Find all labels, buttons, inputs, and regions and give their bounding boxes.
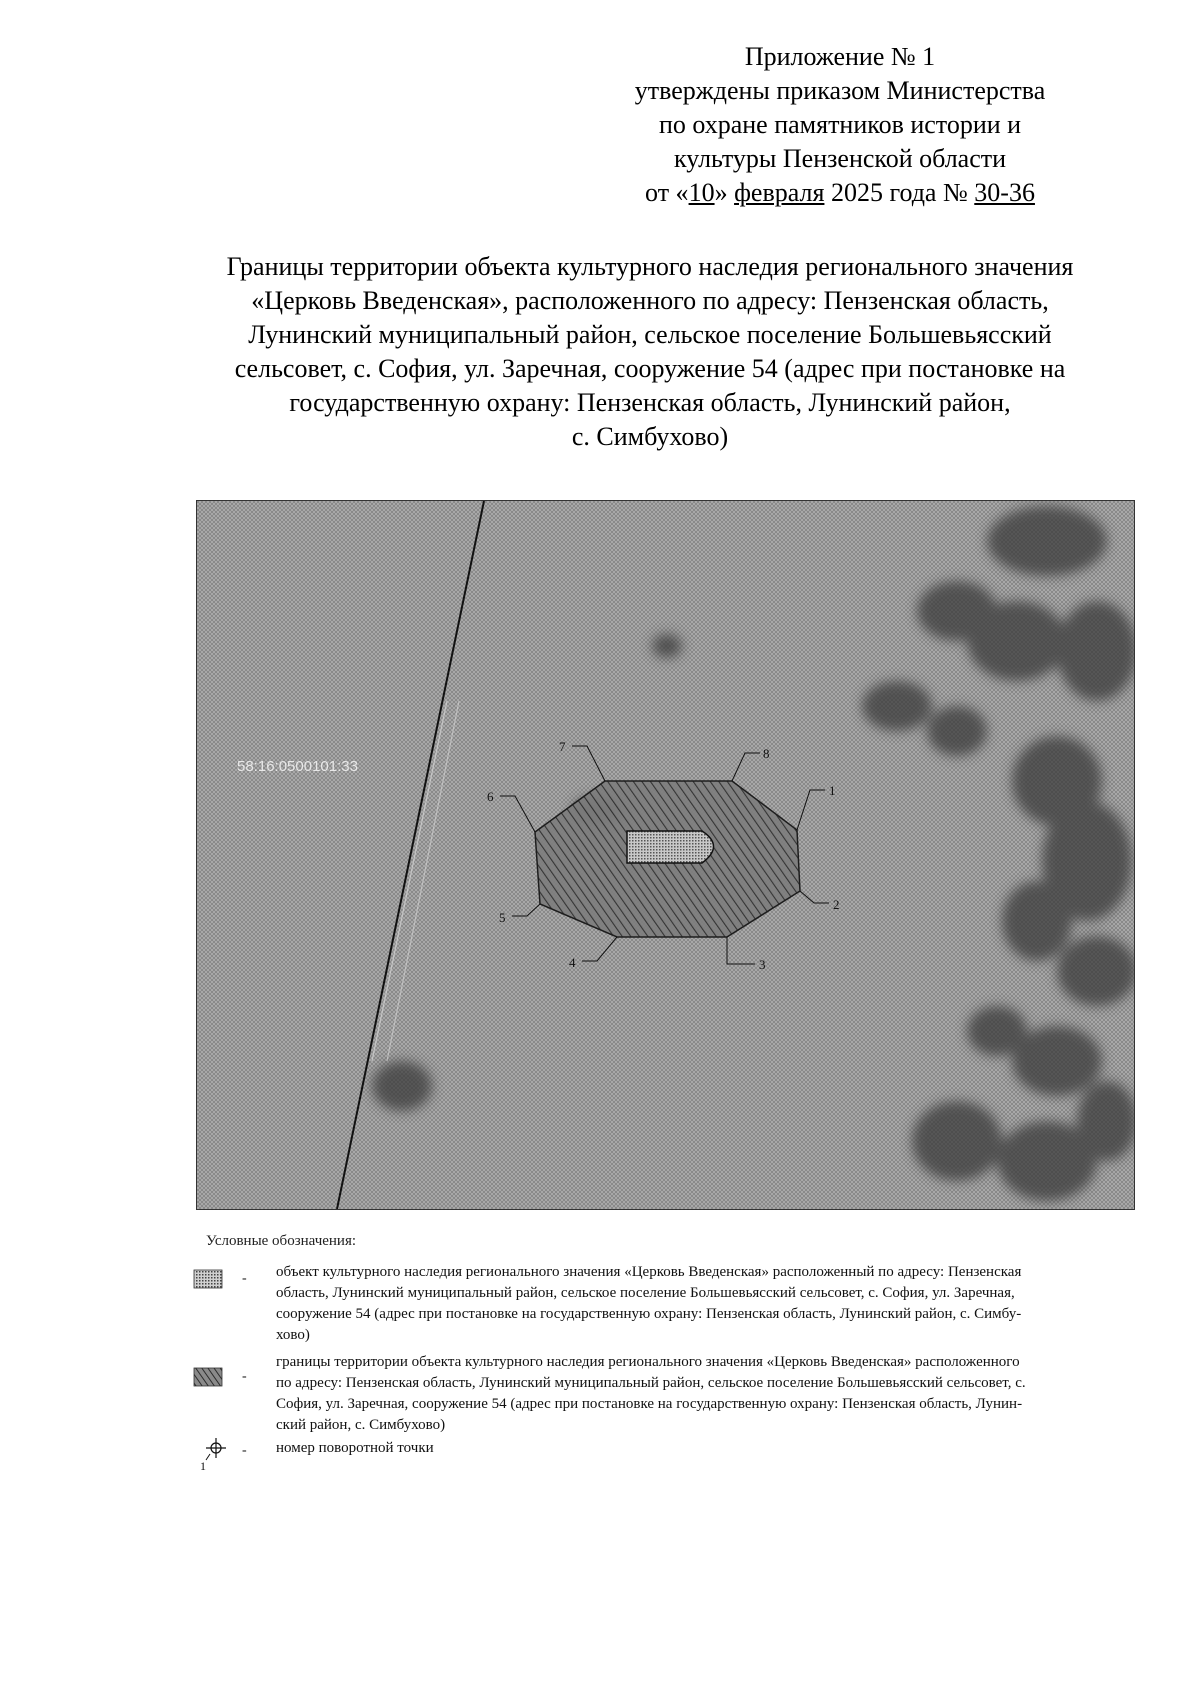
point-label-7: 7 bbox=[559, 739, 566, 754]
title-line: Лунинский муниципальный район, сельское поселение Большевьясский bbox=[248, 320, 1052, 349]
legend-text bbox=[276, 1262, 1136, 1346]
appendix-line: утверждены приказом Министерства bbox=[634, 76, 1046, 105]
legend-line: София, ул. Заречная, сооружение 54 (адрес при постановке на государственную охрану: Пензенская область, Лунин- bbox=[276, 1396, 1023, 1412]
date-prefix: от « bbox=[645, 178, 689, 207]
title-line: государственную охрану: Пензенская область, Лунинский район, bbox=[289, 388, 1011, 417]
appendix-line: Приложение № 1 bbox=[744, 42, 936, 71]
order-date-line bbox=[560, 176, 1120, 210]
legend-dash: - bbox=[242, 1369, 247, 1384]
legend-line: хово) bbox=[276, 1327, 310, 1343]
order-number: 30-36 bbox=[974, 178, 1035, 207]
legend-text bbox=[276, 1352, 1136, 1436]
church-object bbox=[627, 831, 714, 863]
legend-text bbox=[276, 1438, 1136, 1459]
point-label-3: 3 bbox=[759, 957, 766, 972]
date-month: февраля bbox=[734, 178, 825, 207]
title-line: сельсовет, с. София, ул. Заречная, сооружение 54 (адрес при постановке на bbox=[234, 354, 1066, 383]
appendix-header bbox=[560, 40, 1120, 210]
title-line: Границы территории объекта культурного наследия регионального значения bbox=[226, 252, 1074, 281]
legend-line: ский район, с. Симбухово) bbox=[276, 1417, 446, 1433]
appendix-line: культуры Пензенской области bbox=[673, 144, 1007, 173]
title-line: «Церковь Введенская», расположенного по адресу: Пензенская область, bbox=[251, 286, 1049, 315]
cadastral-number: 58:16:0500101:33 bbox=[237, 758, 358, 775]
legend-line: область, Лунинский муниципальный район, сельское поселение Большевьясский сельсовет, с. София, ул. Заречная, bbox=[276, 1285, 1015, 1301]
point-label-4: 4 bbox=[569, 955, 576, 970]
date-mid: » bbox=[714, 178, 735, 207]
hatched-pattern-icon bbox=[190, 1352, 260, 1392]
date-year: 2025 года № bbox=[824, 178, 975, 207]
document-title bbox=[140, 250, 1160, 454]
legend-dash: - bbox=[242, 1443, 247, 1458]
appendix-line: по охране памятников истории и bbox=[658, 110, 1022, 139]
title-line: с. Симбухово) bbox=[571, 422, 729, 451]
legend-line: по адресу: Пензенская область, Лунинский муниципальный район, сельское поселение Большевьясский сельсовет, с. bbox=[276, 1375, 1026, 1391]
legend-line: объект культурного наследия регионального значения «Церковь Введенская» расположенный по адресу: Пензенская bbox=[276, 1264, 1022, 1280]
date-day: 10 bbox=[688, 178, 715, 207]
legend-dash: - bbox=[242, 1271, 247, 1286]
turning-point-icon bbox=[190, 1438, 260, 1478]
point-label-2: 2 bbox=[833, 897, 840, 912]
point-label-5: 5 bbox=[499, 910, 506, 925]
point-label-1: 1 bbox=[829, 783, 836, 798]
boundary-map bbox=[196, 500, 1135, 1210]
map-svg bbox=[197, 501, 1134, 1209]
legend-title: Условные обозначения: bbox=[206, 1233, 357, 1249]
point-label-8: 8 bbox=[763, 746, 770, 761]
legend-line: границы территории объекта культурного наследия регионального значения «Церковь Введенская» расположенного bbox=[276, 1354, 1020, 1370]
legend-line: сооружение 54 (адрес при постановке на государственную охрану: Пензенская область, Лунинский район, с. Симбу- bbox=[276, 1306, 1022, 1322]
point-label-6: 6 bbox=[487, 789, 494, 804]
dotted-pattern-icon bbox=[190, 1262, 260, 1302]
marker-number: 1 bbox=[200, 1459, 206, 1473]
legend-line: номер поворотной точки bbox=[276, 1440, 434, 1456]
